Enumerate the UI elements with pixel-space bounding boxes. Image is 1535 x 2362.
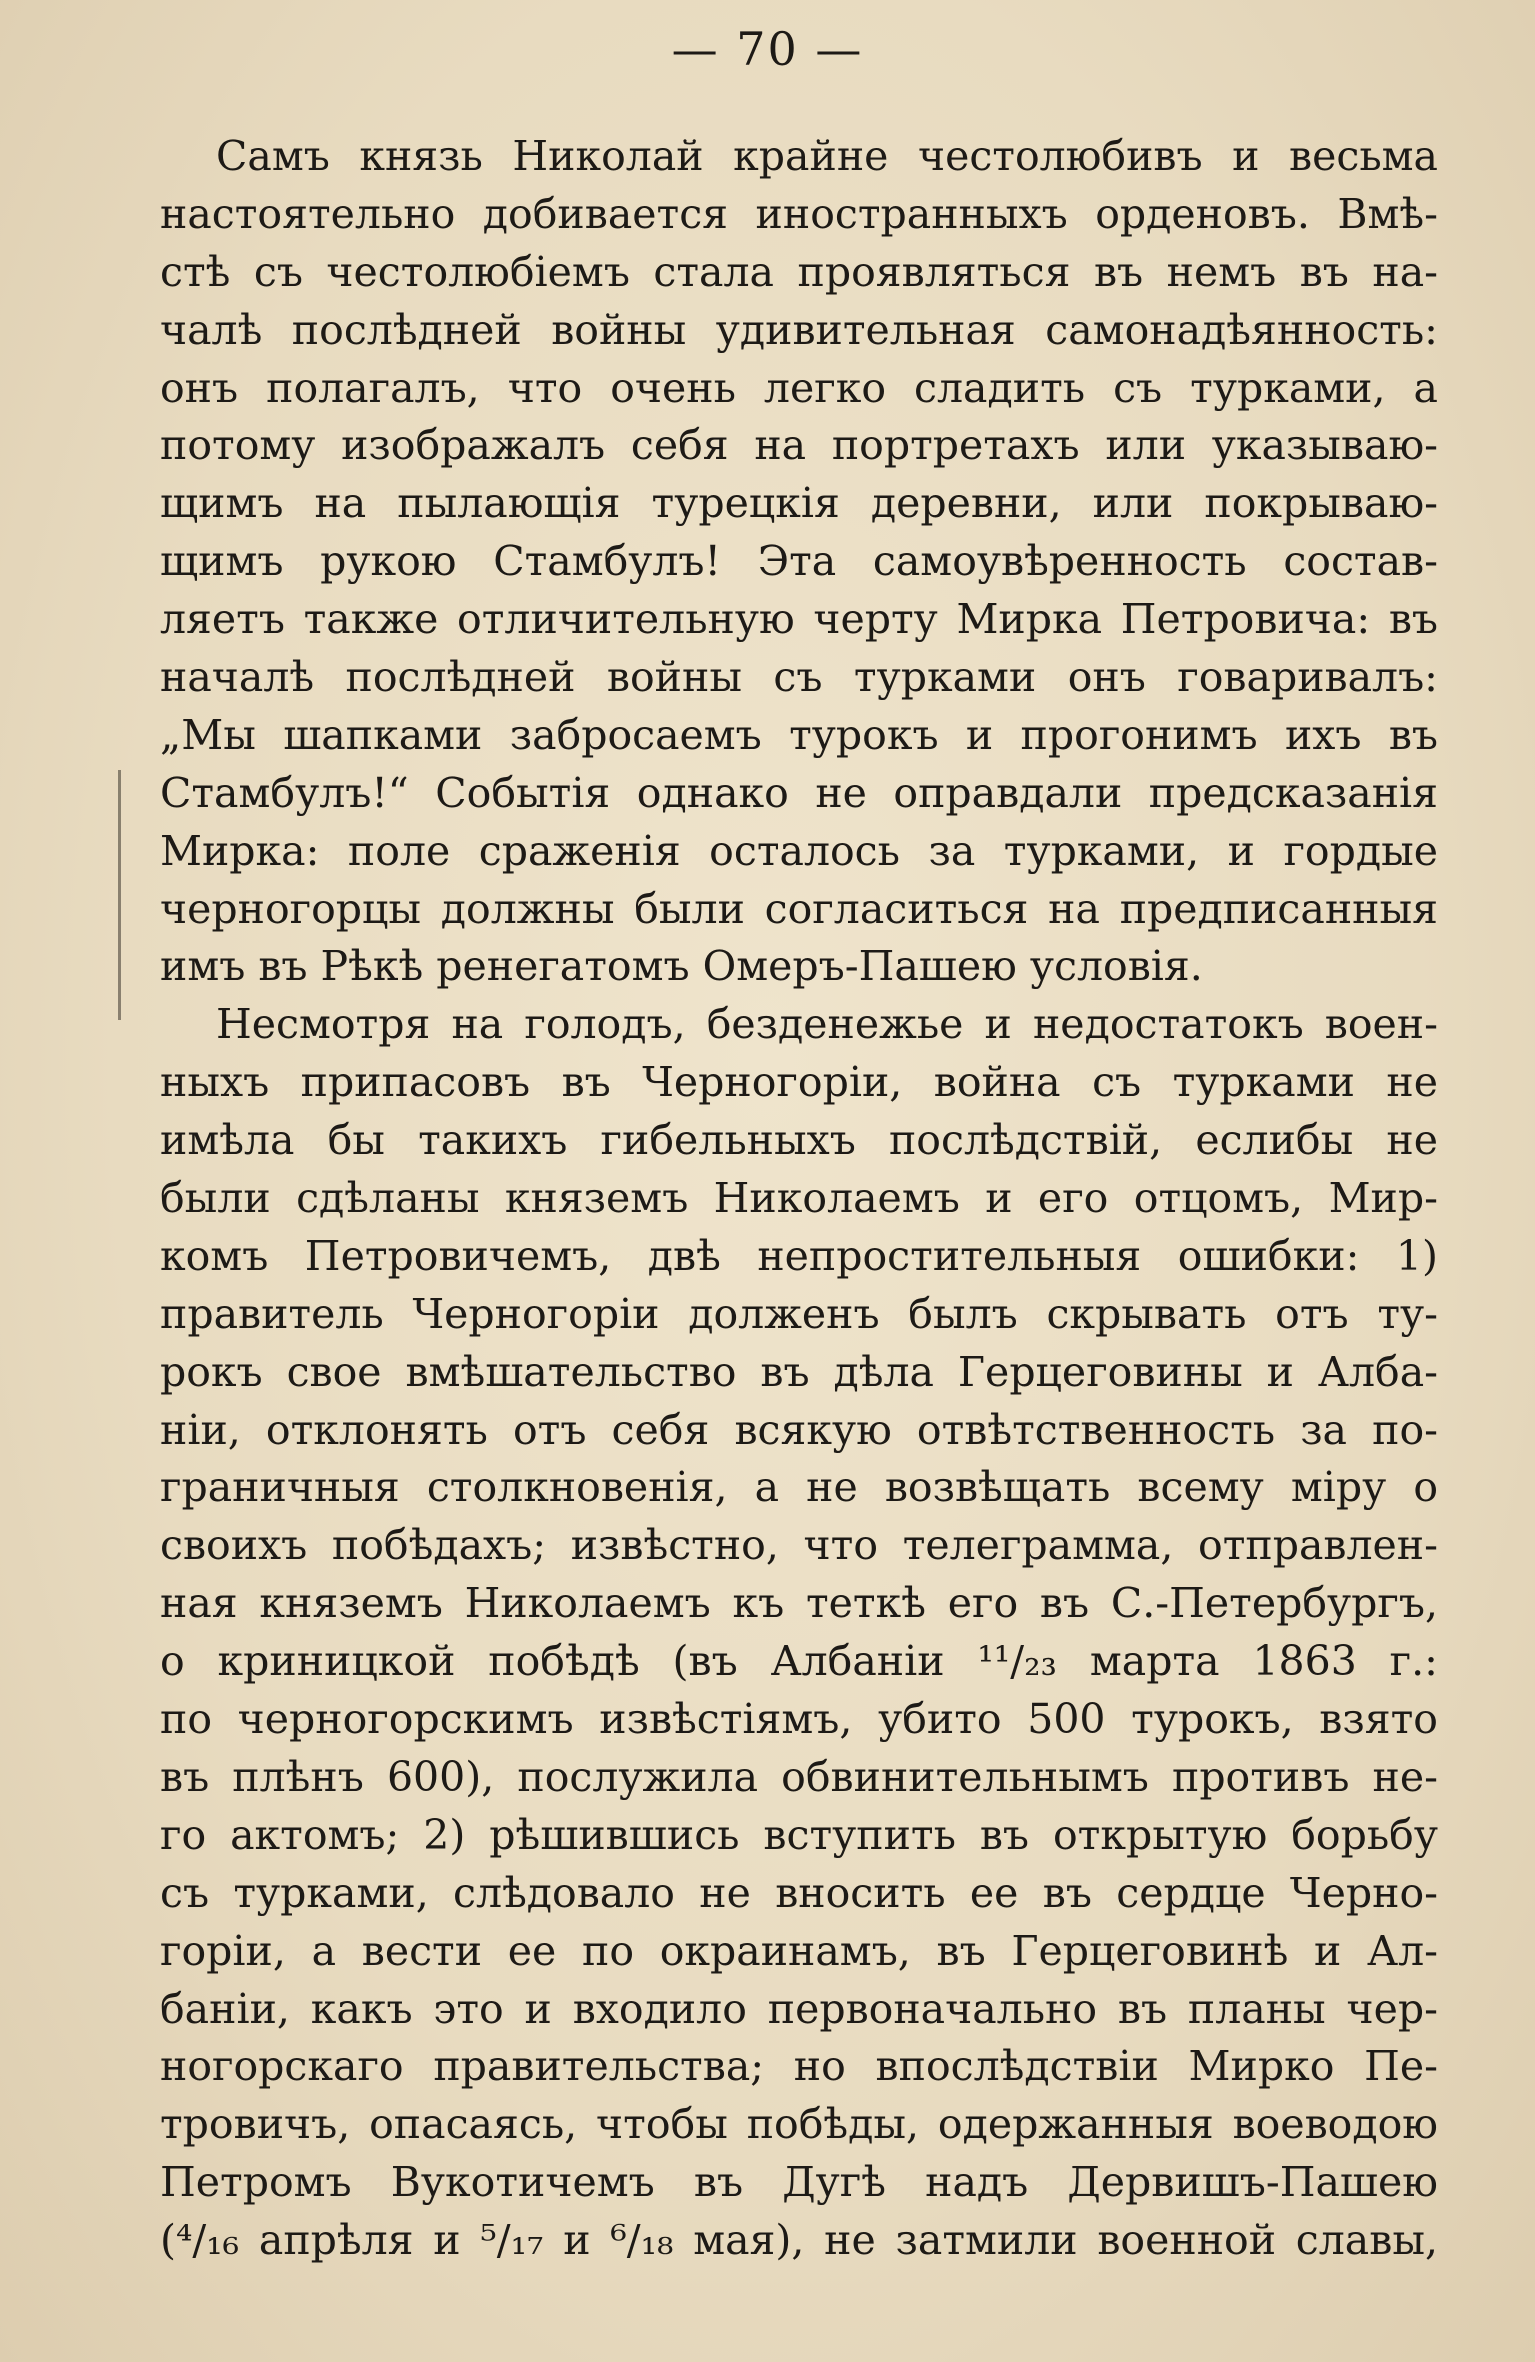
- text-line: тровичъ, опасаясь, чтобы побѣды, одержанныя воеводою: [160, 2100, 1438, 2149]
- text-line: онъ полагалъ, что очень легко сладить съ турками, а: [160, 363, 1438, 412]
- text-line: правитель Черногоріи долженъ былъ скрывать отъ ту-: [160, 1289, 1438, 1338]
- text-line: чалѣ послѣдней войны удивительная самонадѣянность:: [160, 305, 1438, 354]
- text-line: съ турками, слѣдовало не вносить ее въ сердце Черно-: [160, 1868, 1438, 1917]
- text-line: „Мы шапками забросаемъ турокъ и прогонимъ ихъ въ: [160, 710, 1438, 759]
- text-line: ногорскаго правительства; но впослѣдствіи Мирко Пе-: [160, 2042, 1438, 2091]
- text-line: щимъ рукою Стамбулъ! Эта самоувѣренность состав-: [160, 537, 1438, 586]
- text-line: (⁴/₁₆ апрѣля и ⁵/₁₇ и ⁶/₁₈ мая), не затмили военной славы,: [160, 2216, 1438, 2265]
- text-line: о криницкой побѣдѣ (въ Албаніи ¹¹/₂₃ марта 1863 г.:: [160, 1637, 1438, 1686]
- text-line: Несмотря на голодъ, безденежье и недостатокъ воен-: [216, 1000, 1438, 1049]
- text-line: по черногорскимъ извѣстіямъ, убито 500 турокъ, взято: [160, 1695, 1438, 1744]
- text-line: ніи, отклонять отъ себя всякую отвѣтственность за по-: [160, 1405, 1438, 1454]
- text-line: граничныя столкновенія, а не возвѣщать всему міру о: [160, 1463, 1438, 1512]
- text-line: Стамбулъ!“ Событія однако не оправдали предсказанія: [160, 768, 1438, 817]
- text-line: ныхъ припасовъ въ Черногоріи, война съ турками не: [160, 1058, 1438, 1107]
- text-line: имѣла бы такихъ гибельныхъ послѣдствій, еслибы не: [160, 1116, 1438, 1165]
- text-line: потому изображалъ себя на портретахъ или указываю-: [160, 421, 1438, 470]
- margin-pencil-mark: [118, 770, 121, 1020]
- text-line: го актомъ; 2) рѣшившись вступить въ открытую борьбу: [160, 1810, 1438, 1859]
- text-line: черногорцы должны были согласиться на предписанныя: [160, 884, 1438, 933]
- text-line: баніи, какъ это и входило первоначально въ планы чер-: [160, 1984, 1438, 2033]
- text-line: Самъ князь Николай крайне честолюбивъ и весьма: [216, 132, 1438, 180]
- text-line: рокъ свое вмѣшательство въ дѣла Герцеговины и Алба-: [160, 1347, 1438, 1396]
- text-line: щимъ на пылающія турецкія деревни, или покрываю-: [160, 479, 1438, 528]
- text-line: ляетъ также отличительную черту Мирка Петровича: въ: [160, 595, 1438, 644]
- text-line: Мирка: поле сраженія осталось за турками, и гордые: [160, 826, 1438, 875]
- text-line: комъ Петровичемъ, двѣ непростительныя ошибки: 1): [160, 1231, 1438, 1280]
- text-line: настоятельно добивается иностранныхъ орденовъ. Вмѣ-: [160, 189, 1438, 238]
- text-line: въ плѣнъ 600), послужила обвинительнымъ противъ не-: [160, 1752, 1438, 1801]
- text-line: ная княземъ Николаемъ къ теткѣ его въ С.-Петербургъ,: [160, 1579, 1438, 1628]
- text-line: стѣ съ честолюбіемъ стала проявляться въ немъ въ на-: [160, 247, 1438, 296]
- text-line: своихъ побѣдахъ; извѣстно, что телеграмма, отправлен-: [160, 1521, 1438, 1570]
- text-line: были сдѣланы княземъ Николаемъ и его отцомъ, Мир-: [160, 1174, 1438, 1223]
- page-number: — 70 —: [671, 22, 864, 76]
- body-text: [160, 128, 1438, 2270]
- text-line: имъ въ Рѣкѣ ренегатомъ Омеръ-Пашею условія.: [160, 942, 1203, 991]
- text-line: горіи, а вести ее по окраинамъ, въ Герцеговинѣ и Ал-: [160, 1926, 1438, 1975]
- text-line: Петромъ Вукотичемъ въ Дугѣ надъ Дервишъ-Пашею: [160, 2158, 1438, 2207]
- text-line: началѣ послѣдней войны съ турками онъ говаривалъ:: [160, 653, 1438, 702]
